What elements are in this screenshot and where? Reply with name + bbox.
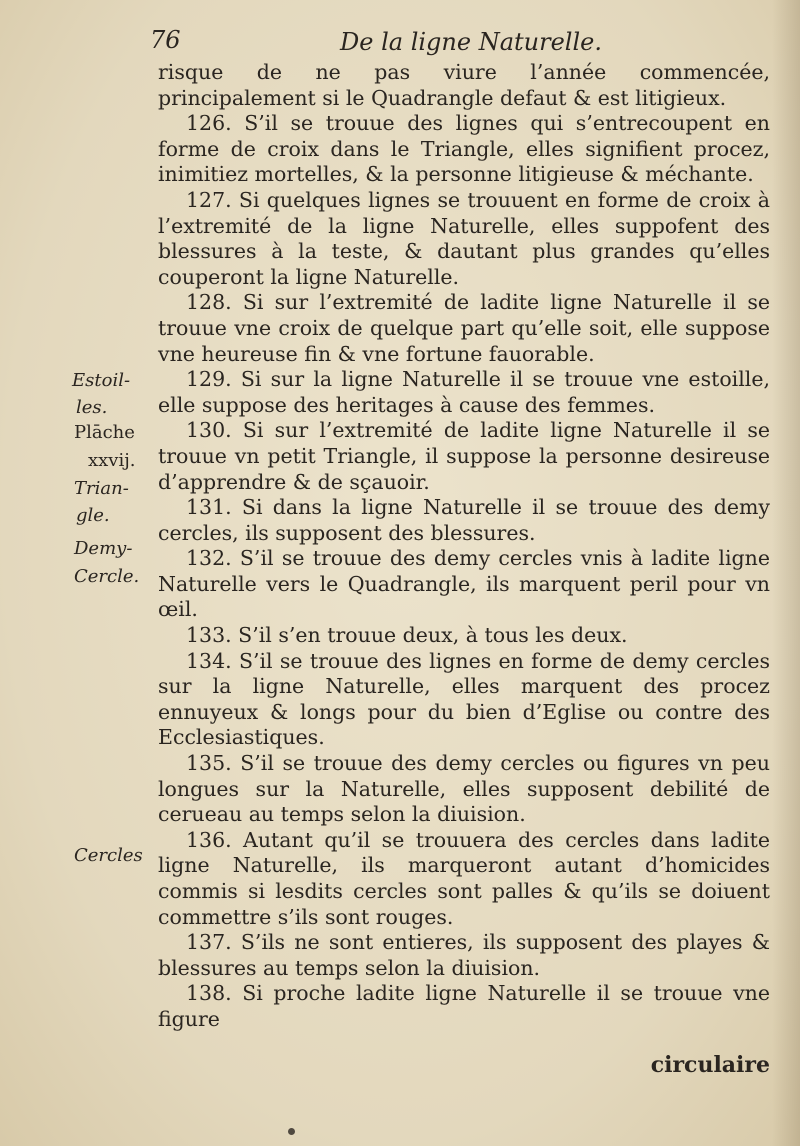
paragraph-137: 137. S’ils ne sont entieres, ils supposent des playes & blessures au temps selon la diuision. [158,930,770,980]
page-number: 76 [150,26,181,54]
margin-note-planche-2: xxvij. [88,450,136,471]
margin-note-planche-1: Plāche [74,422,135,443]
paragraph-128: 128. Si sur l’extremité de ladite ligne Naturelle il se trouue vne croix de quelque part qu’elle soit, elle suppose vne heureuse fin & vne fortune fauorable. [158,290,770,366]
margin-note-estoilles-1: Estoil- [72,370,131,391]
catchword: circulaire [650,1052,770,1078]
paragraph-126: 126. S’il se trouue des lignes qui s’entrecoupent en forme de croix dans le Triangle, elles signifient procez, inimitiez mortelles, & la personne litigieuse & méchante. [158,111,770,187]
running-title: De la ligne Naturelle. [340,28,602,56]
paragraph-136: 136. Autant qu’il se trouuera des cercles dans ladite ligne Naturelle, ils marqueront autant d’homicides commis si lesdits cercles sont palles & qu’ils se doiuent commettre s’ils sont rouges. [158,827,770,929]
margin-note-triangle-2: gle. [76,505,110,526]
paragraph-133: 133. S’il s’en trouue deux, à tous les deux. [186,623,628,648]
paragraph-132: 132. S’il se trouue des demy cercles vnis à ladite ligne Naturelle vers le Quadrangle, ils marquent peril pour vn œil. [158,546,770,622]
margin-note-cercles: Cercles [74,845,143,866]
margin-note-demy-cercle-2: Cercle. [74,566,140,587]
margin-note-estoilles-2: les. [76,397,108,418]
paragraph-127: 127. Si quelques lignes se trouuent en forme de croix à l’extremité de la ligne Naturelle, elles suppofent des blessures à la teste, & dautant plus grandes qu’elles couperont la ligne Naturelle. [158,187,770,289]
paragraph-continuation: risque de ne pas viure l’année commencée, principalement si le Quadrangle defaut & est litigieux. [158,60,770,110]
margin-note-demy-cercle-1: Demy- [74,538,133,559]
margin-note-triangle-1: Trian- [74,478,129,499]
ink-spot [288,1128,295,1135]
paragraph-134: 134. S’il se trouue des lignes en forme de demy cercles sur la ligne Naturelle, elles marquent des procez ennuyeux & longs pour du bien d’Eglise ou contre des Ecclesiastiques. [158,648,770,750]
paragraph-135: 135. S’il se trouue des demy cercles ou figures vn peu longues sur la Naturelle, elles supposent debilité de cerueau au temps selon la diuision. [158,751,770,827]
paragraph-138: 138. Si proche ladite ligne Naturelle il se trouue vne figure [158,981,770,1031]
page-header [150,18,760,60]
body-text [158,60,770,1033]
paragraph-131: 131. Si dans la ligne Naturelle il se trouue des demy cercles, ils supposent des blessures. [158,495,770,545]
margin-notes [0,0,160,1146]
paragraph-129: 129. Si sur la ligne Naturelle il se trouue vne estoille, elle suppose des heritages à cause des femmes. [158,367,770,417]
page-gutter-shadow [772,0,800,1146]
paragraph-130: 130. Si sur l’extremité de ladite ligne Naturelle il se trouue vn petit Triangle, il suppose la personne desireuse d’apprendre & de sçauoir. [158,418,770,494]
